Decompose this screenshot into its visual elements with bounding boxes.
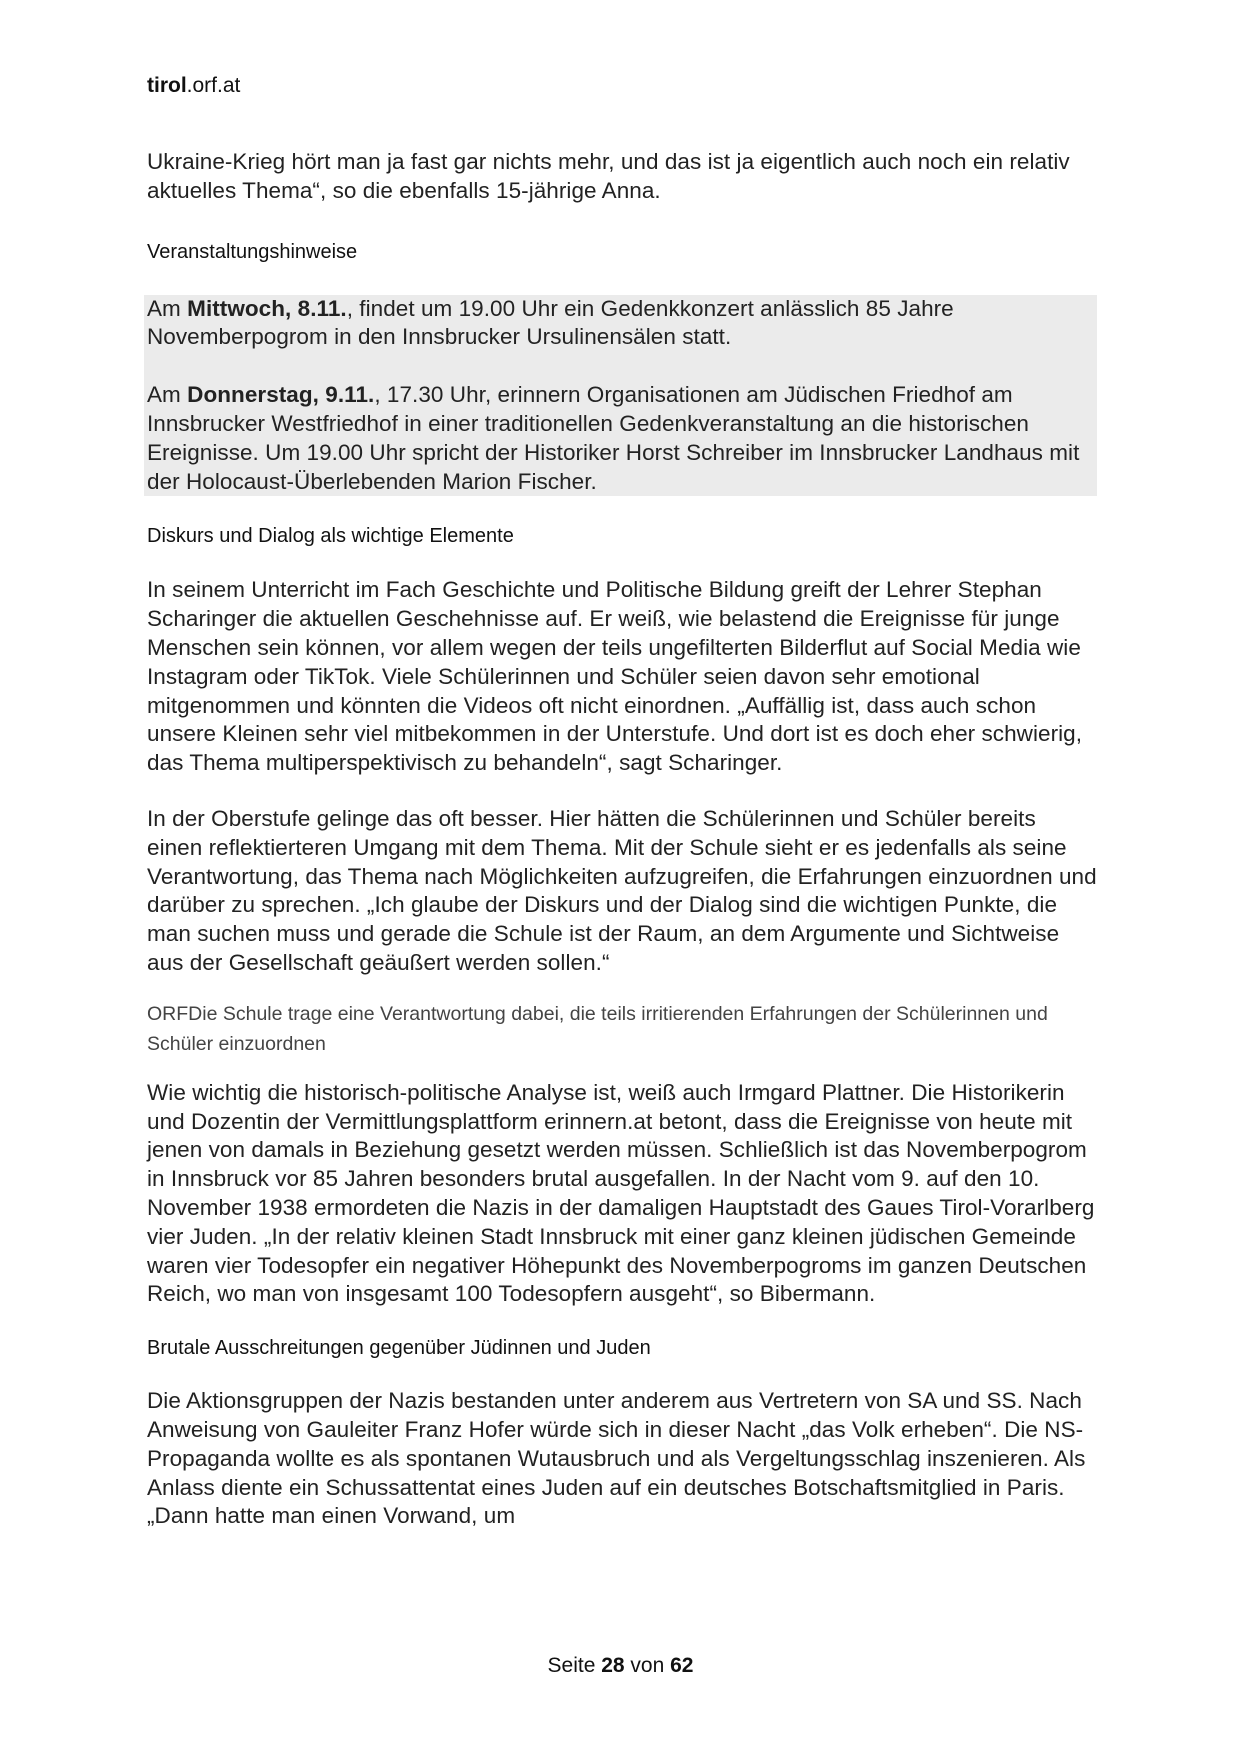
event-date: Mittwoch, 8.11. — [187, 295, 347, 321]
paragraph-intro: Ukraine-Krieg hört man ja fast gar nichts mehr, und das ist ja eigentlich auch noch ein relativ aktuelles Thema“, so die ebenfalls 15-jährige Anna. — [147, 149, 1070, 203]
subheading-events: Veranstaltungshinweise — [147, 240, 358, 263]
page-footer — [0, 1654, 1241, 1678]
subheading-dialog: Diskurs und Dialog als wichtige Elemente — [147, 525, 514, 548]
header-site-rest: .orf.at — [186, 74, 241, 97]
event-prefix: Am — [147, 382, 188, 408]
paragraph-aktion: Die Aktionsgruppen der Nazis bestanden unter anderem aus Vertretern von SA und SS. Nach Anweisung von Gauleiter Franz Hofer würde sich in dieser Nacht „das Volk erheben“. Die NS-Propaganda wollte es als spontanen Wutausbruch und als Vergeltungsschlag inszenieren. Als Anlass diente ein Schussattentat eines Juden auf ein deutsches Botschaftsmitglied in Paris. „Dann hatte man einen Vorwand, um — [147, 1388, 1086, 1529]
event-item — [147, 381, 1097, 496]
image-caption: ORFDie Schule trage eine Verantwortung dabei, die teils irritierenden Erfahrungen der Schülerinnen und Schüler einzuordnen — [147, 1002, 1048, 1055]
page-header — [147, 74, 240, 98]
header-site-bold: tirol — [147, 74, 187, 97]
paragraph-unterricht: In seinem Unterricht im Fach Geschichte und Politische Bildung greift der Lehrer Stephan Scharinger die aktuellen Geschehnisse auf. Er weiß, wie belastend die Ereignisse für junge Menschen sein können, vor allem wegen der teils ungefilterten Bilderflut auf Social Media wie Instagram oder TikTok. Viele Schülerinnen und Schüler seien davon sehr emotional mitgenommen und könnten die Videos oft nicht einordnen. „Auffällig ist, dass auch schon unsere Kleinen sehr viel mitbekommen in der Unterstufe. Und dort ist es doch eher schwierig, das Thema multiperspektivisch zu behandeln“, sagt Scharinger. — [147, 577, 1083, 776]
event-item — [147, 295, 1097, 353]
footer-page-total: 62 — [670, 1654, 694, 1677]
subheading-brutal: Brutale Ausschreitungen gegenüber Jüdinnen und Juden — [147, 1337, 651, 1360]
event-text: , 17.30 Uhr, erinnern Organisationen am Jüdischen Friedhof am Innsbrucker Westfriedhof in einer traditionellen Gedenkveranstaltung an die historischen Ereignisse. Um 19.00 Uhr spricht der Historiker Horst Schreiber im Innsbrucker Landhaus mit der Holocaust-Überlebenden Marion Fischer. — [147, 382, 1080, 494]
events-box — [144, 295, 1097, 497]
paragraph-oberstufe: In der Oberstufe gelinge das oft besser. Hier hätten die Schülerinnen und Schüler bereits einen reflektierteren Umgang mit dem Thema. Mit der Schule sieht er es jedenfalls als seine Verantwortung, das Thema nach Möglichkeiten aufzugreifen, die Erfahrungen einzuordnen und darüber zu sprechen. „Ich glaube der Diskurs und der Dialog sind die wichtigen Punkte, die man suchen muss und gerade die Schule ist der Raum, an dem Argumente und Sichtweise aus der Gesellschaft geäußert werden sollen.“ — [147, 805, 1097, 975]
event-text: , findet um 19.00 Uhr ein Gedenkkonzert anlässlich 85 Jahre Novemberpogrom in den Innsbrucker Ursulinensälen statt. — [147, 295, 954, 350]
footer-page-number: 28 — [601, 1654, 625, 1677]
footer-prefix: Seite — [547, 1654, 602, 1677]
article-body — [147, 148, 1097, 1531]
paragraph-analyse: Wie wichtig die historisch-politische Analyse ist, weiß auch Irmgard Plattner. Die Historikerin und Dozentin der Vermittlungsplattform erinnern.at betont, dass die Ereignisse von heute mit jenen von damals in Beziehung gesetzt werden müssen. Schließlich ist das Novemberpogrom in Innsbruck vor 85 Jahren besonders brutal ausgefallen. In der Nacht vom 9. auf den 10. November 1938 ermordeten die Nazis in der damaligen Hauptstadt des Gaues Tirol-Vorarlberg vier Juden. „In der relativ kleinen Stadt Innsbruck mit einer ganz kleinen jüdischen Gemeinde waren vier Todesopfer ein negativer Höhepunkt des Novemberpogroms im ganzen Deutschen Reich, wo man von insgesamt 100 Todesopfern ausgeht“, so Bibermann. — [147, 1079, 1095, 1307]
footer-middle: von — [624, 1654, 671, 1677]
event-prefix: Am — [147, 295, 188, 321]
event-date: Donnerstag, 9.11. — [187, 382, 375, 408]
